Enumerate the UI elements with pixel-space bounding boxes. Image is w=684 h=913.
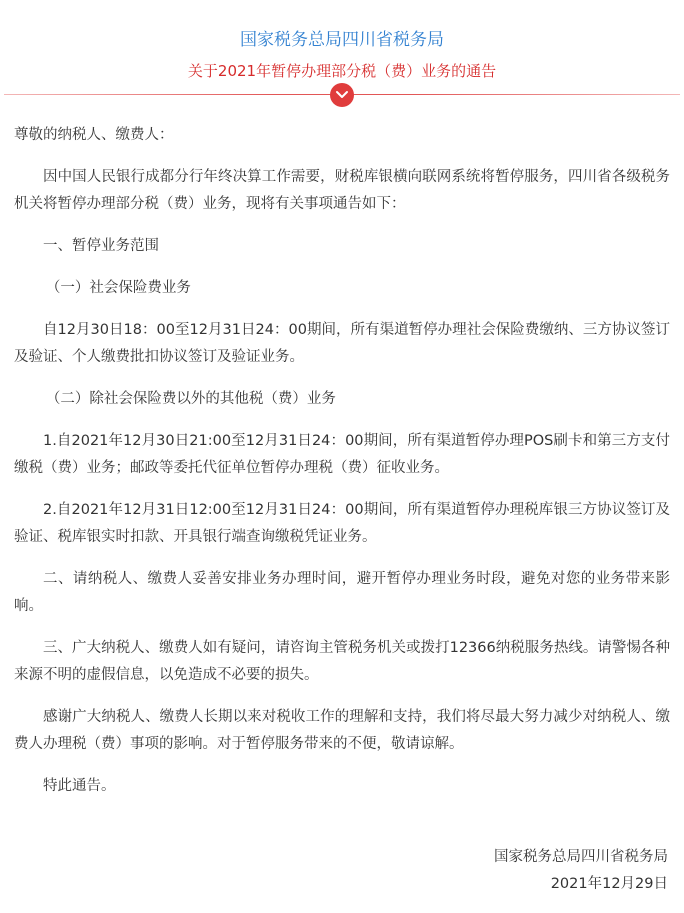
agency-name: 国家税务总局四川省税务局 (240, 30, 444, 50)
notice-header (0, 0, 684, 110)
sub2-item2: 2.自2021年12月31日12:00至12月31日24：00期间，所有渠道暂停办理税库银三方协议签订及验证、税库银实时扣款、开具银行端查询缴税凭证业务。 (14, 502, 670, 545)
signature-date: 2021年12月29日 (550, 876, 668, 892)
notice-body (14, 122, 670, 815)
sub1-paragraph: 自12月30日18：00至12月31日24：00期间，所有渠道暂停办理社会保险费缴纳、三方协议签订及验证、个人缴费批扣协议签订及验证业务。 (14, 322, 670, 365)
intro-paragraph: 因中国人民银行成都分行年终决算工作需要，财税库银横向联网系统将暂停服务，四川省各级税务机关将暂停办理部分税（费）业务，现将有关事项通告如下： (14, 169, 670, 212)
closing-line: 特此通告。 (43, 778, 116, 794)
sub1-heading: （一）社会保险费业务 (45, 280, 191, 296)
salutation: 尊敬的纳税人、缴费人： (14, 127, 174, 143)
signature-agency: 国家税务总局四川省税务局 (494, 849, 668, 865)
sub2-heading: （二）除社会保险费以外的其他税（费）业务 (45, 391, 336, 407)
sub2-item1: 1.自2021年12月30日21:00至12月31日24：00期间，所有渠道暂停办理POS刷卡和第三方支付缴税（费）业务；邮政等委托代征单位暂停办理税（费）征收业务。 (14, 433, 670, 476)
chevron-down-icon (335, 90, 349, 100)
section3-paragraph: 三、广大纳税人、缴费人如有疑问，请咨询主管税务机关或拨打12366纳税服务热线。请警惕各种来源不明的虚假信息，以免造成不必要的损失。 (14, 640, 670, 683)
notice-title: 关于2021年暂停办理部分税（费）业务的通告 (187, 62, 497, 80)
divider-badge (330, 83, 354, 107)
thanks-paragraph: 感谢广大纳税人、缴费人长期以来对税收工作的理解和支持，我们将尽最大努力减少对纳税人、缴费人办理税（费）事项的影响。对于暂停服务带来的不便，敬请谅解。 (14, 709, 670, 752)
section2-paragraph: 二、请纳税人、缴费人妥善安排业务办理时间，避开暂停办理业务时段，避免对您的业务带来影响。 (14, 571, 670, 614)
section1-heading: 一、暂停业务范围 (43, 238, 159, 254)
signature-block (494, 844, 668, 898)
